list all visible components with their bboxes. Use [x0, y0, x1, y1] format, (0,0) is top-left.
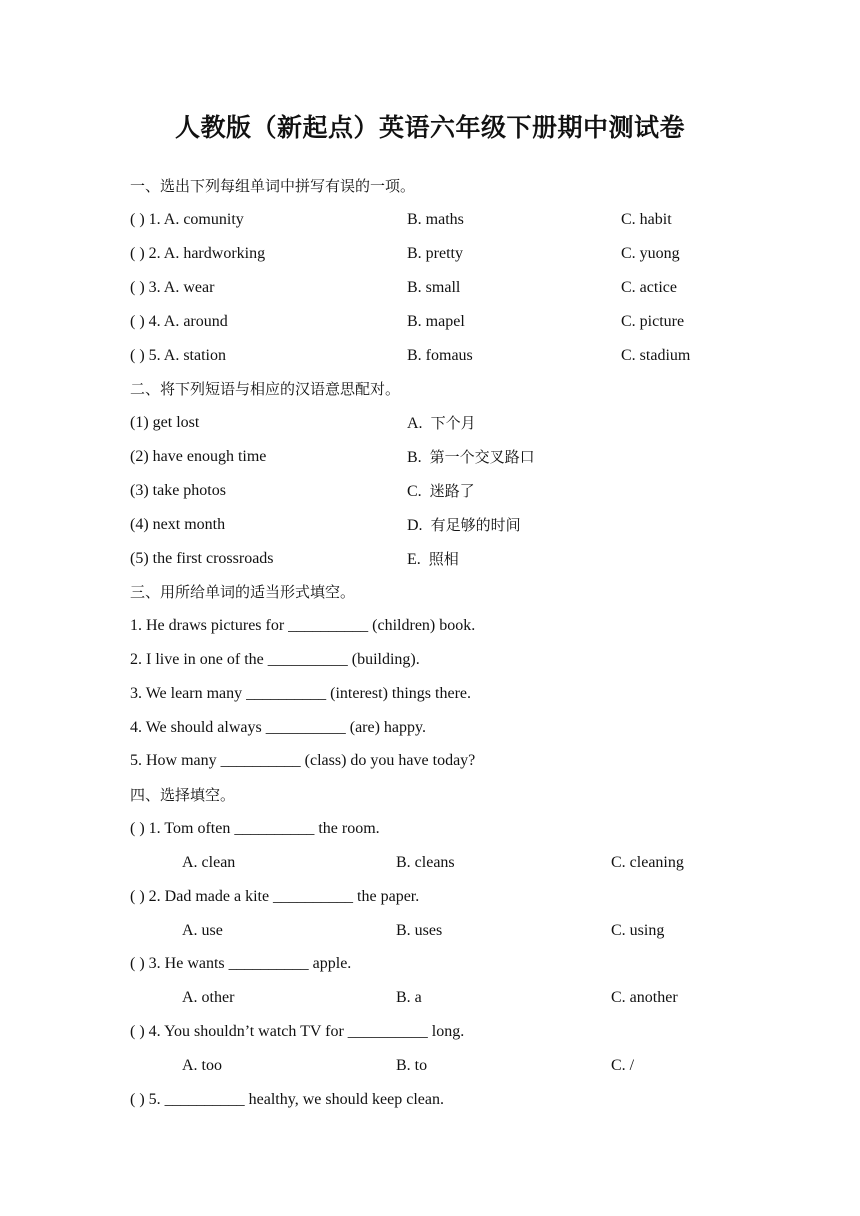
option-a: A. too [182, 1057, 222, 1074]
option-c: C. using [611, 922, 665, 939]
page-title: 人教版（新起点）英语六年级下册期中测试卷 [174, 113, 685, 142]
meaning [407, 446, 535, 469]
phrase: (2) have enough time [130, 448, 267, 465]
section3-heading: 三、用所给单词的适当形式填空。 [130, 583, 356, 601]
choice-question-1: ( ) 1. Tom often __________ the room. [130, 820, 380, 837]
option-b: B. a [396, 989, 422, 1006]
phrase: (5) the first crossroads [130, 550, 274, 567]
meaning-text: 照相 [428, 550, 459, 568]
option-c: C. another [611, 989, 678, 1006]
fill-question-3: 3. We learn many __________ (interest) things there. [130, 685, 471, 702]
meaning-label: C. [407, 483, 422, 500]
option-c: C. cleaning [611, 854, 684, 871]
question-text: ( ) 4. A. around [130, 313, 228, 330]
meaning-label: B. [407, 449, 422, 466]
meaning-label: E. [407, 551, 421, 568]
option-b: B. fomaus [407, 347, 473, 364]
meaning-label: A. [407, 415, 423, 432]
fill-question-5: 5. How many __________ (class) do you have today? [130, 752, 476, 769]
phrase: (1) get lost [130, 414, 200, 431]
section1-heading: 一、选出下列每组单词中拼写有误的一项。 [130, 177, 416, 195]
fill-question-2: 2. I live in one of the __________ (building). [130, 651, 420, 668]
choice-question-3: ( ) 3. He wants __________ apple. [130, 955, 352, 972]
option-c: C. yuong [621, 245, 680, 262]
option-a: A. use [182, 922, 223, 939]
question-text: ( ) 2. A. hardworking [130, 245, 266, 262]
option-b: B. maths [407, 211, 464, 228]
option-c: C. actice [621, 279, 677, 296]
meaning-text: 迷路了 [429, 482, 475, 500]
section4-heading: 四、选择填空。 [130, 786, 236, 804]
option-a: A. other [182, 989, 235, 1006]
option-a: A. clean [182, 854, 236, 871]
option-c: C. picture [621, 313, 685, 330]
choice-question-4: ( ) 4. You shouldn’t watch TV for __________ long. [130, 1023, 465, 1040]
meaning-text: 有足够的时间 [430, 516, 521, 534]
meaning-text: 下个月 [430, 414, 476, 432]
meaning [407, 412, 476, 435]
phrase: (3) take photos [130, 482, 226, 499]
option-c: C. / [611, 1057, 635, 1074]
meaning [407, 514, 521, 537]
meaning [407, 480, 475, 503]
fill-question-4: 4. We should always __________ (are) happy. [130, 719, 426, 736]
option-b: B. pretty [407, 245, 463, 262]
fill-question-1: 1. He draws pictures for __________ (children) book. [130, 617, 476, 634]
meaning [407, 548, 459, 571]
option-c: C. stadium [621, 347, 691, 364]
option-c: C. habit [621, 211, 672, 228]
question-text: ( ) 5. A. station [130, 347, 226, 364]
choice-question-2: ( ) 2. Dad made a kite __________ the paper. [130, 888, 420, 905]
meaning-text: 第一个交叉路口 [429, 448, 535, 466]
phrase: (4) next month [130, 516, 226, 533]
option-b: B. to [396, 1057, 428, 1074]
option-b: B. uses [396, 922, 443, 939]
option-b: B. cleans [396, 854, 455, 871]
meaning-label: D. [407, 517, 423, 534]
question-text: ( ) 1. A. comunity [130, 211, 244, 228]
option-b: B. mapel [407, 313, 465, 330]
choice-question-5: ( ) 5. __________ healthy, we should keep clean. [130, 1091, 444, 1108]
question-text: ( ) 3. A. wear [130, 279, 215, 296]
section2-heading: 二、将下列短语与相应的汉语意思配对。 [130, 380, 401, 398]
option-b: B. small [407, 279, 461, 296]
